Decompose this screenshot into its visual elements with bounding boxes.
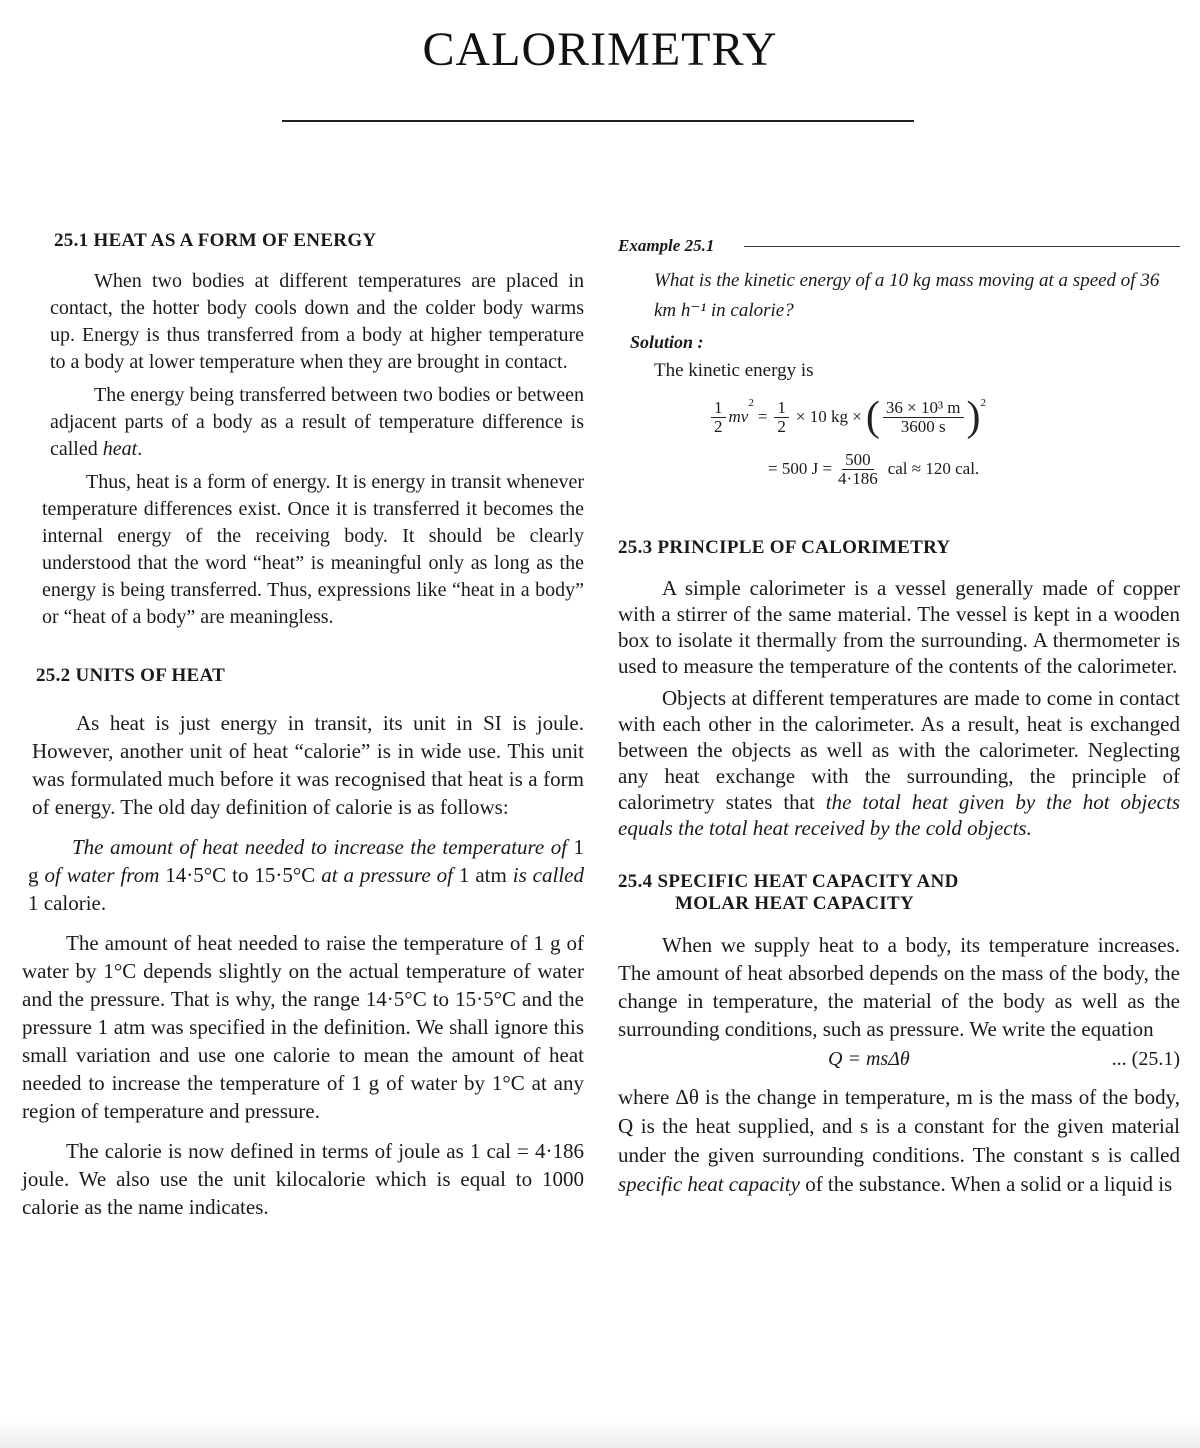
paragraph-units-of-heat: As heat is just energy in transit, its unit in SI is joule. However, another unit of heat “calorie” is in wide use. This unit was formulated much before it was recognised that heat is a form of energy. The old day definition of calorie is as follows: xyxy=(32,711,584,819)
paragraph-specific-heat: When we supply heat to a body, its temperature increases. The amount of heat absorbed depends on the mass of the body, the change in temperature, the material of the body as well as the surrounding conditions, such as pressure. We write the equation xyxy=(618,933,1180,1041)
paragraph-calorie-definition: The amount of heat needed to increase the temperature of 1 g of water from 14·5°C to 15·5°C at a pressure of 1 atm is called 1 calorie. xyxy=(28,835,584,915)
fraction-half-2: $\frac{1}{2}$ xyxy=(774,399,789,436)
paragraph-calorie-joule: The calorie is now defined in terms of joule as 1 cal = 4·186 joule. We also use the unit kilocalorie which is equal to 1000 calorie as the name indicates. xyxy=(22,1139,584,1219)
example-rule xyxy=(744,246,1180,247)
equation-line-2: = 500 J = $\frac{500}{4\cdot 186}$ cal ≈ 120 cal. xyxy=(768,449,980,488)
paragraph-heat-definition: The energy being transferred between two bodies or between adjacent parts of a body as a result of temperature difference is called heat. xyxy=(50,384,584,460)
example-question: What is the kinetic energy of a 10 kg mass moving at a speed of 36 km h⁻¹ in calorie? xyxy=(654,270,1160,321)
right-column xyxy=(618,236,1180,1199)
paragraph-calorimetry-principle: Objects at different temperatures are made to come in contact with each other in the calorimeter. As a result, heat is exchanged between the objects as well as with the calorimeter. Neglecting any heat exchange with the surrounding, the principle of calorimetry states that the total heat given by the hot objects equals the total heat received by the cold objects. xyxy=(618,686,1180,840)
fraction-speed: $\frac{\text{36 × 10³ m}}{3600 s}$ xyxy=(883,399,964,436)
section-heading-25-3: 25.3 PRINCIPLE OF CALORIMETRY xyxy=(618,537,951,558)
equation-25-1 xyxy=(618,1043,1180,1075)
paragraph-calorie-variation: The amount of heat needed to raise the temperature of 1 g of water by 1°C depends slightly on the actual temperature of water and the pressure. That is why, the range 14·5°C to 15·5°C and the pressure 1 atm was specified in the definition. We shall ignore this small variation and use one calorie to mean the amount of heat needed to increase the temperature of 1 g of water by 1°C at any region of temperature and pressure. xyxy=(22,931,584,1123)
section-heading-25-2: 25.2 UNITS OF HEAT xyxy=(36,665,226,686)
right-paren: ) xyxy=(966,394,981,440)
paragraph-calorimeter: A simple calorimeter is a vessel generally made of copper with a stirrer of the same material. The vessel is kept in a wooden box to isolate it thermally from the surrounding. A thermometer is used to measure the temperature of the contents of the calorimeter. xyxy=(618,576,1180,678)
solution-intro: The kinetic energy is xyxy=(654,360,814,381)
equation-expression: Q = msΔθ xyxy=(828,1048,910,1070)
left-paren: ( xyxy=(865,394,880,440)
left-column xyxy=(22,230,584,1221)
section-heading-25-1: 25.1 HEAT AS A FORM OF ENERGY xyxy=(54,230,377,251)
title-divider xyxy=(282,120,914,122)
equation-number: ... (25.1) xyxy=(1111,1048,1180,1070)
page-bottom-edge xyxy=(0,1420,1200,1448)
example-label: Example 25.1 xyxy=(618,236,715,255)
example-header xyxy=(618,236,1180,256)
kinetic-energy-equation xyxy=(708,391,1180,495)
page-title: CALORIMETRY xyxy=(422,23,778,76)
fraction-half: $\frac{1}{2}$ xyxy=(711,399,726,436)
solution-label: Solution : xyxy=(630,332,704,352)
fraction-calorie: $\frac{500}{4\cdot 186}$ xyxy=(838,449,878,488)
paragraph-heat-transfer: When two bodies at different temperatures are placed in contact, the hotter body cools down and the colder body warms up. Energy is thus transferred from a body at higher temperature to a body at lower temperature when they are brought in contact. xyxy=(50,270,584,373)
paragraph-specific-heat-capacity: where Δθ is the change in temperature, m is the mass of the body, Q is the heat supplied, and s is a constant for the given material under the given surrounding conditions. The constant s is called specific heat capacity of the substance. When a solid or a liquid is xyxy=(618,1085,1180,1196)
section-heading-25-4: 25.4 SPECIFIC HEAT CAPACITY AND MOLAR HEAT CAPACITY xyxy=(618,871,959,914)
paragraph-heat-form-of-energy: Thus, heat is a form of energy. It is energy in transit whenever temperature differences exist. Once it is transferred it becomes the internal energy of the receiving body. It should be clearly understood that the word “heat” is meaningful only as long as the energy is being transferred. Thus, expressions like “heat in a body” or “heat of a body” are meaningless. xyxy=(42,471,584,628)
equation-line-1: $\frac{1}{2}$ mv 2 = $\frac{1}{2}$ × 10 kg × ( $\frac{\text{36 × 10³ m}}{3600 s}$ ) 2 xyxy=(708,391,1180,443)
